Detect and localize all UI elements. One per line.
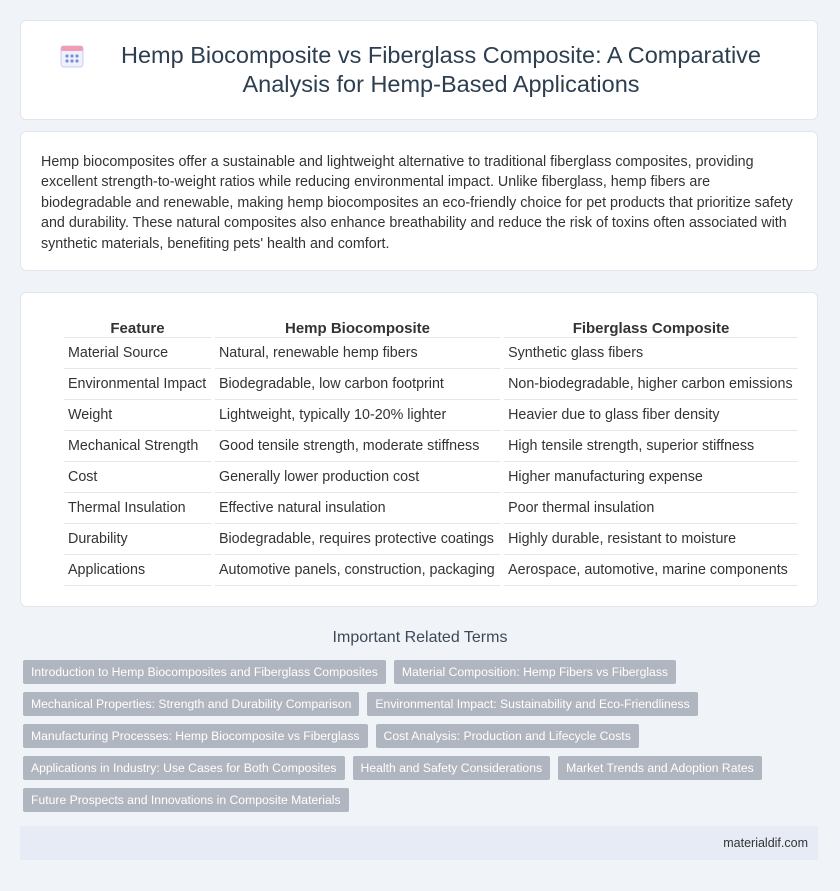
- row-feature: Environmental Impact: [64, 369, 211, 400]
- related-term-tag[interactable]: Manufacturing Processes: Hemp Biocomposite vs Fiberglass: [23, 724, 368, 748]
- table-row: [64, 555, 798, 586]
- related-term-tag[interactable]: Mechanical Properties: Strength and Durability Comparison: [23, 692, 359, 716]
- title-card: [20, 20, 818, 120]
- related-term-tag[interactable]: Introduction to Hemp Biocomposites and Fiberglass Composites: [23, 660, 386, 684]
- row-hemp: Good tensile strength, moderate stiffness: [215, 431, 500, 462]
- calendar-grid-icon: [59, 43, 85, 69]
- table-row: [64, 400, 798, 431]
- row-hemp: Generally lower production cost: [215, 462, 500, 493]
- table-row: [64, 369, 798, 400]
- row-feature: Weight: [64, 400, 211, 431]
- row-fiberglass: Aerospace, automotive, marine components: [504, 555, 798, 586]
- comparison-table-card: [20, 292, 818, 607]
- row-feature: Thermal Insulation: [64, 493, 211, 524]
- comparison-table: [60, 313, 802, 586]
- row-feature: Cost: [64, 462, 211, 493]
- related-term-tag[interactable]: Environmental Impact: Sustainability and Eco-Friendliness: [367, 692, 697, 716]
- row-fiberglass: Higher manufacturing expense: [504, 462, 798, 493]
- title-wrap: [59, 41, 779, 99]
- row-feature: Durability: [64, 524, 211, 555]
- row-fiberglass: Synthetic glass fibers: [504, 338, 798, 369]
- table-row: [64, 462, 798, 493]
- row-fiberglass: Non-biodegradable, higher carbon emissions: [504, 369, 798, 400]
- header-fiberglass: Fiberglass Composite: [504, 313, 798, 338]
- related-terms-heading: Important Related Terms: [332, 629, 508, 646]
- row-feature: Mechanical Strength: [64, 431, 211, 462]
- row-hemp: Automotive panels, construction, packaging: [215, 555, 500, 586]
- row-hemp: Biodegradable, low carbon footprint: [215, 369, 500, 400]
- table-header-row: [64, 313, 798, 338]
- related-term-tag[interactable]: Health and Safety Considerations: [353, 756, 551, 780]
- row-feature: Material Source: [64, 338, 211, 369]
- row-hemp: Natural, renewable hemp fibers: [215, 338, 500, 369]
- related-term-tag[interactable]: Material Composition: Hemp Fibers vs Fiberglass: [394, 660, 676, 684]
- row-fiberglass: Heavier due to glass fiber density: [504, 400, 798, 431]
- row-fiberglass: High tensile strength, superior stiffness: [504, 431, 798, 462]
- row-hemp: Effective natural insulation: [215, 493, 500, 524]
- footer-site-link[interactable]: materialdif.com: [723, 836, 808, 850]
- related-term-tag[interactable]: Market Trends and Adoption Rates: [558, 756, 762, 780]
- table-row: [64, 431, 798, 462]
- table-row: [64, 493, 798, 524]
- row-fiberglass: Poor thermal insulation: [504, 493, 798, 524]
- row-fiberglass: Highly durable, resistant to moisture: [504, 524, 798, 555]
- row-hemp: Lightweight, typically 10-20% lighter: [215, 400, 500, 431]
- row-hemp: Biodegradable, requires protective coatings: [215, 524, 500, 555]
- row-feature: Applications: [64, 555, 211, 586]
- header-feature: Feature: [64, 313, 211, 338]
- intro-card: [20, 131, 818, 271]
- header-hemp: Hemp Biocomposite: [215, 313, 500, 338]
- related-terms-tags: [23, 660, 803, 812]
- table-row: [64, 524, 798, 555]
- related-term-tag[interactable]: Future Prospects and Innovations in Composite Materials: [23, 788, 349, 812]
- table-row: [64, 338, 798, 369]
- related-term-tag[interactable]: Applications in Industry: Use Cases for Both Composites: [23, 756, 345, 780]
- intro-paragraph: Hemp biocomposites offer a sustainable and lightweight alternative to traditional fiberglass composites, providing excellent strength-to-weight ratios while reducing environmental impact. Unlike fiberglass, hemp fibers are biodegradable and renewable, making hemp biocomposites an eco-friendly choice for pet products that prioritize safety and durability. These natural composites also enhance breathability and reduce the risk of toxins often associated with synthetic materials, benefiting pets' health and comfort.: [41, 154, 793, 252]
- related-term-tag[interactable]: Cost Analysis: Production and Lifecycle Costs: [376, 724, 639, 748]
- page-title: Hemp Biocomposite vs Fiberglass Composite: A Comparative Analysis for Hemp-Based Applications: [121, 42, 761, 97]
- footer: [20, 826, 818, 860]
